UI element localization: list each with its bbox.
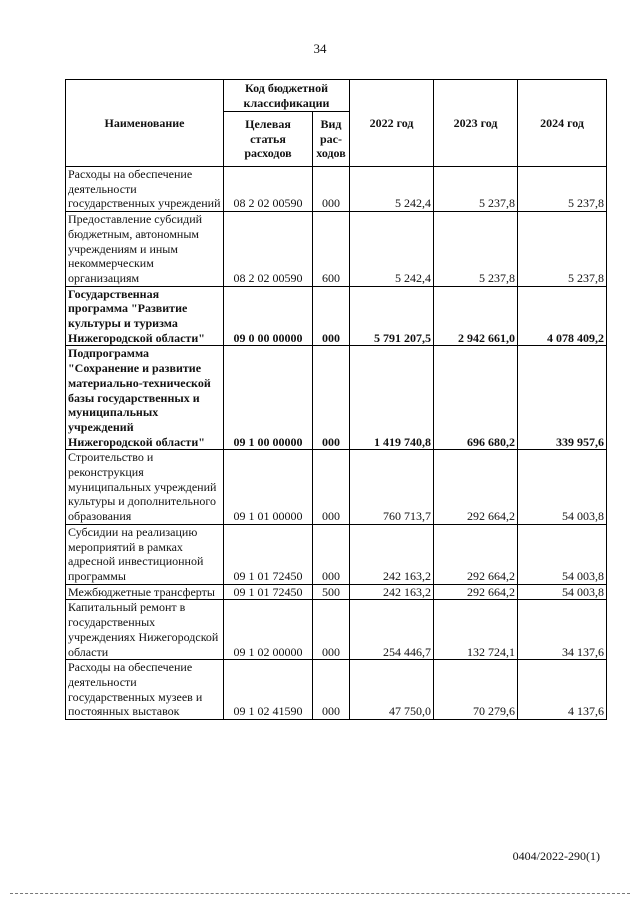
cell-name: Строительство и реконструкция муниципальных учреждений культуры и дополнительного образования [66,450,224,525]
header-code-group: Код бюджетной классификации [224,80,350,112]
cell-name: Расходы на обеспечение деятельности государственных учреждений [66,167,224,212]
header-name: Наименование [66,80,224,167]
cell-2024: 5 237,8 [518,212,607,287]
budget-table [65,79,607,720]
cell-expense-type: 000 [313,600,350,660]
bottom-rule [10,893,630,894]
cell-target-article: 09 1 01 72450 [224,524,313,584]
cell-name: Предоставление субсидий бюджетным, автономным учреждениям и иным некоммерческим организациям [66,212,224,287]
cell-2023: 292 664,2 [434,450,518,525]
table-row [66,600,607,660]
cell-2022: 242 163,2 [350,524,434,584]
header-expense-type: Вид рас-ходов [313,112,350,167]
cell-2022: 760 713,7 [350,450,434,525]
cell-2024: 54 003,8 [518,584,607,600]
cell-2024: 4 137,6 [518,660,607,720]
cell-2023: 2 942 661,0 [434,286,518,346]
cell-expense-type: 000 [313,167,350,212]
cell-target-article: 09 1 02 00000 [224,600,313,660]
cell-name: Расходы на обеспечение деятельности государственных музеев и постоянных выставок [66,660,224,720]
table-row [66,286,607,346]
header-2023: 2023 год [434,80,518,167]
cell-expense-type: 000 [313,524,350,584]
cell-2023: 5 237,8 [434,212,518,287]
cell-2022: 47 750,0 [350,660,434,720]
cell-2024: 5 237,8 [518,167,607,212]
cell-target-article: 09 1 00 00000 [224,346,313,450]
cell-name: Субсидии на реализацию мероприятий в рамках адресной инвестиционной программы [66,524,224,584]
cell-target-article: 09 1 02 41590 [224,660,313,720]
table-row [66,584,607,600]
cell-2023: 292 664,2 [434,584,518,600]
cell-2024: 54 003,8 [518,524,607,584]
cell-2024: 339 957,6 [518,346,607,450]
table-row [66,524,607,584]
cell-target-article: 09 1 01 72450 [224,584,313,600]
cell-name: Межбюджетные трансферты [66,584,224,600]
cell-2023: 70 279,6 [434,660,518,720]
table-row [66,346,607,450]
cell-2024: 34 137,6 [518,600,607,660]
cell-2022: 5 242,4 [350,167,434,212]
page-number: 34 [313,41,327,56]
cell-name: Государственная программа "Развитие культуры и туризма Нижегородской области" [66,286,224,346]
cell-target-article: 08 2 02 00590 [224,167,313,212]
table-row [66,660,607,720]
cell-2022: 5 242,4 [350,212,434,287]
cell-expense-type: 000 [313,660,350,720]
table-row [66,167,607,212]
header-2022: 2022 год [350,80,434,167]
cell-2022: 254 446,7 [350,600,434,660]
cell-name: Подпрограмма "Сохранение и развитие материально-технической базы государственных и муниципальных учреждений Нижегородской области" [66,346,224,450]
cell-expense-type: 000 [313,286,350,346]
cell-2022: 5 791 207,5 [350,286,434,346]
cell-target-article: 09 0 00 00000 [224,286,313,346]
header-2024: 2024 год [518,80,607,167]
cell-expense-type: 000 [313,346,350,450]
cell-2022: 1 419 740,8 [350,346,434,450]
table-row [66,212,607,287]
cell-2024: 54 003,8 [518,450,607,525]
cell-name: Капитальный ремонт в государственных учреждениях Нижегородской области [66,600,224,660]
cell-target-article: 09 1 01 00000 [224,450,313,525]
cell-expense-type: 500 [313,584,350,600]
table-row [66,450,607,525]
cell-2024: 4 078 409,2 [518,286,607,346]
document-code: 0404/2022-290(1) [512,849,600,863]
header-target-article: Целевая статья расходов [224,112,313,167]
cell-2023: 5 237,8 [434,167,518,212]
cell-expense-type: 600 [313,212,350,287]
cell-2023: 292 664,2 [434,524,518,584]
cell-target-article: 08 2 02 00590 [224,212,313,287]
cell-2023: 132 724,1 [434,600,518,660]
cell-expense-type: 000 [313,450,350,525]
cell-2023: 696 680,2 [434,346,518,450]
cell-2022: 242 163,2 [350,584,434,600]
